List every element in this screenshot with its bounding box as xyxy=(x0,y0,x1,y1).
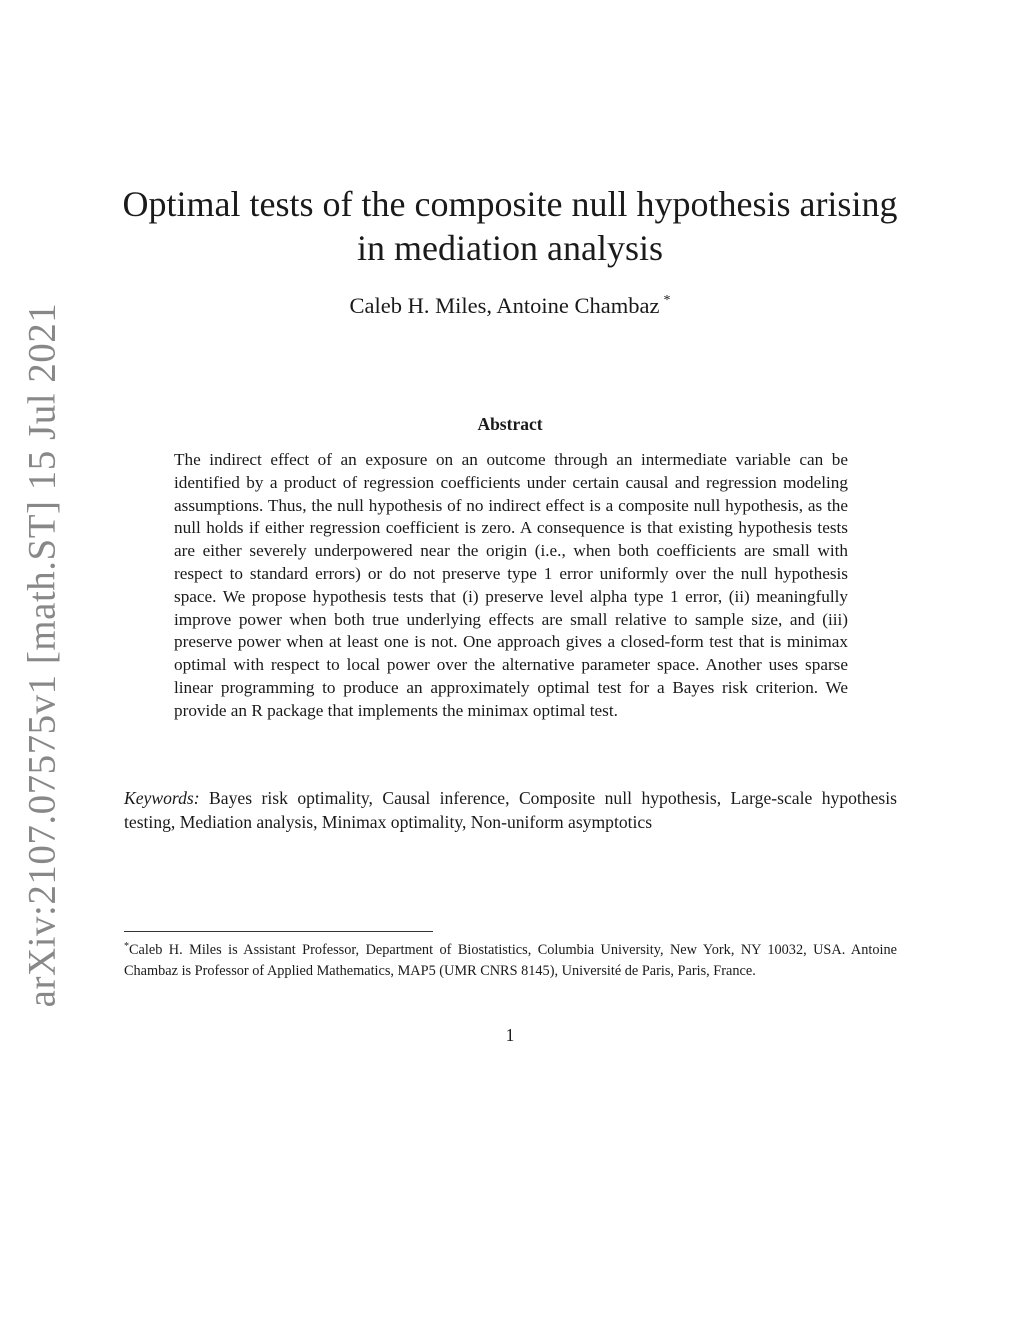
keywords-text: Bayes risk optimality, Causal inference, Composite null hypothesis, Large-scale hypothesis testing, Mediation analysis, Minimax optimality, Non-uniform asymptotics xyxy=(124,788,897,832)
keywords-label: Keywords: xyxy=(124,788,200,808)
footnote-mark: * xyxy=(124,941,129,952)
author-list xyxy=(100,293,920,319)
title-line-1: Optimal tests of the composite null hypothesis arising xyxy=(122,184,898,224)
abstract-body: The indirect effect of an exposure on an outcome through an intermediate variable can be identified by a product of regression coefficients under certain causal and regression modeling assumptions. Thus, the null hypothesis of no indirect effect is a composite null hypothesis, as the null holds if either regression coefficient is zero. A consequence is that existing hypothesis tests are either severely underpowered near the origin (i.e., when both coefficients are small with respect to standard errors) or do not preserve type 1 error uniformly over the null hypothesis space. We propose hypothesis tests that (i) preserve level alpha type 1 error, (ii) meaningfully improve power when both true underlying effects are small relative to sample size, and (iii) preserve power when at least one is not. One approach gives a closed-form test that is minimax optimal with respect to local power over the alternative parameter space. Another uses sparse linear programming to produce an approximately optimal test for a Bayes risk criterion. We provide an R package that implements the minimax optimal test. xyxy=(174,450,848,720)
keywords-section xyxy=(124,787,897,834)
author-footnote-mark: * xyxy=(663,293,671,308)
paper-title xyxy=(100,182,920,270)
abstract-heading: Abstract xyxy=(477,414,543,434)
footnote-text: Caleb H. Miles is Assistant Professor, Department of Biostatistics, Columbia University, New York, NY 10032, USA. Antoine Chambaz is Professor of Applied Mathematics, MAP5 (UMR CNRS 8145), Université de Paris, Paris, France. xyxy=(124,942,897,979)
title-line-2: in mediation analysis xyxy=(357,228,663,268)
author-names: Caleb H. Miles, Antoine Chambaz xyxy=(349,293,660,318)
page-number: 1 xyxy=(505,1025,515,1045)
footnote-divider xyxy=(124,931,433,932)
arxiv-identifier[interactable]: arXiv:2107.07575v1 [math.ST] 15 Jul 2021 xyxy=(20,302,64,1008)
affiliation-footnote xyxy=(124,936,897,982)
